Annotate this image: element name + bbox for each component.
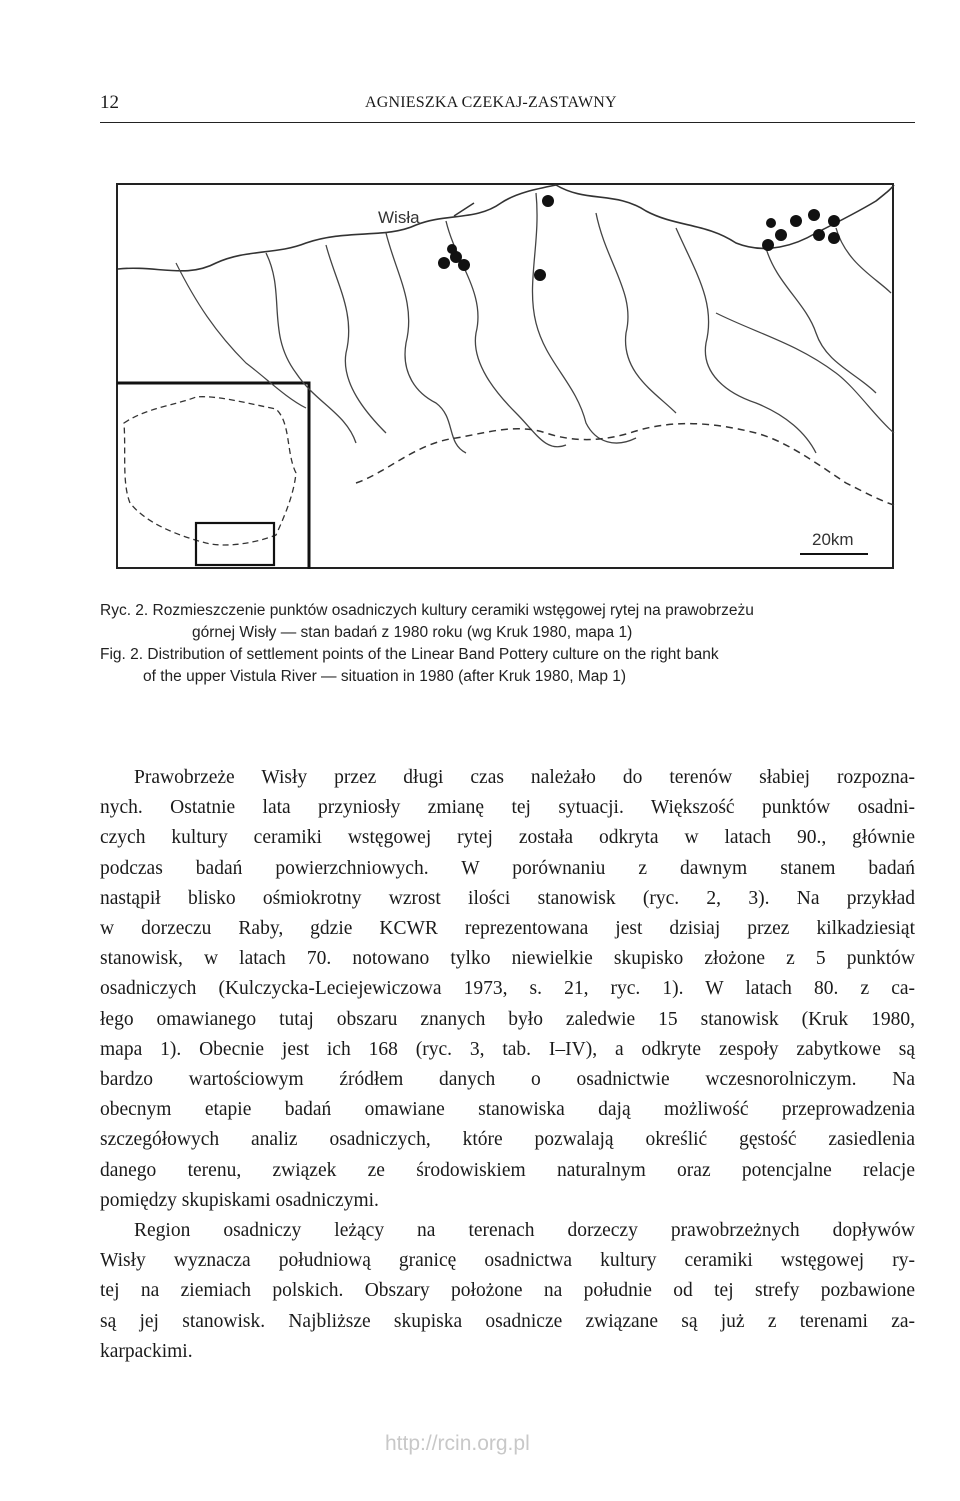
body-line: podczas badań powierzchniowych. W porównaniu z dawnym stanem badań xyxy=(100,857,915,879)
body-line: karpackimi. xyxy=(100,1340,193,1362)
running-head: AGNIESZKA CZEKAJ-ZASTAWNY xyxy=(365,94,617,111)
body-line: mapa 1). Obecnie jest ich 168 (ryc. 3, tab. I–IV), a odkryte zespoły zabytkowe są xyxy=(100,1038,915,1060)
settlement-points xyxy=(438,195,840,281)
settlement-point xyxy=(542,195,554,207)
inset-frame xyxy=(117,383,309,569)
settlement-point xyxy=(458,259,470,271)
settlement-point xyxy=(775,229,787,241)
tributary xyxy=(446,221,566,447)
settlement-point xyxy=(438,257,450,269)
vistula-river-east xyxy=(556,185,894,248)
body-line: Wisły wyznacza południową granicę osadnictwa kultury ceramiki wstęgowej ry- xyxy=(100,1250,915,1272)
body-line: nastąpił blisko ośmiokrotny wzrost ilości stanowisk (ryc. 2, 3). Na przykład xyxy=(100,887,915,909)
body-line: obecnym etapie badań omawiane stanowiska dają możliwość przeprowadzenia xyxy=(100,1099,915,1121)
settlement-map xyxy=(116,183,896,570)
settlement-point xyxy=(447,244,457,254)
scale-label: 20km xyxy=(812,530,854,549)
settlement-point xyxy=(790,215,802,227)
state-border xyxy=(356,424,894,505)
page-number: 12 xyxy=(100,92,119,113)
body-line: nych. Ostatnie lata przyniosły zmianę tej sytuacji. Większość punktów osadni- xyxy=(100,797,915,819)
settlement-point xyxy=(828,215,840,227)
tributary xyxy=(176,263,306,408)
page-header xyxy=(100,90,915,123)
settlement-point xyxy=(828,232,840,244)
body-line: pomiędzy skupiskami osadniczymi. xyxy=(100,1189,379,1211)
body-line: bardzo wartościowym źródłem danych o osadnictwie wczesnorolniczym. Na xyxy=(100,1069,915,1091)
tributary xyxy=(676,228,816,453)
settlement-point xyxy=(766,218,776,228)
tributary xyxy=(596,213,676,413)
body-line: łego omawianego tutaj obszaru znanych było zaledwie 15 stanowisk (Kruk 1980, xyxy=(100,1008,915,1030)
tributary xyxy=(532,193,636,443)
caption-pl-line1: Ryc. 2. Rozmieszczenie punktów osadniczych kultury ceramiki wstęgowej rytej na prawobrzeżu xyxy=(100,602,754,619)
body-line: stanowisk, w latach 70. notowano tylko niewielkie skupisko złożone z 5 punktów xyxy=(100,948,915,970)
body-line: są jej stanowisk. Najbliższe skupiska osadnicze związane są już z terenami za- xyxy=(100,1310,915,1332)
tributary xyxy=(386,233,466,453)
body-line: w dorzeczu Raby, gdzie KCWR reprezentowana jest dzisiaj przez kilkadziesiąt xyxy=(100,918,915,940)
tributary xyxy=(836,228,891,293)
body-text xyxy=(100,763,915,1367)
map-svg xyxy=(116,183,896,570)
tributary xyxy=(716,313,894,433)
caption-en-line2: of the upper Vistula River — situation in 1980 (after Kruk 1980, Map 1) xyxy=(143,668,627,685)
body-line: Region osadniczy leżący na terenach dorzeczy prawobrzeżnych dopływów xyxy=(134,1220,915,1242)
caption-pl-line2: górnej Wisły — stan badań z 1980 roku (wg Kruk 1980, mapa 1) xyxy=(192,624,633,641)
map-frame xyxy=(117,184,893,568)
body-line: osadniczych (Kulczycka-Leciejewiczowa 1973, s. 21, ryc. 1). W latach 80. z ca- xyxy=(100,978,915,1000)
tributary xyxy=(326,245,386,433)
tributary xyxy=(266,253,356,443)
body-line: czych kultury ceramiki wstęgowej rytej została odkryta w latach 90., głównie xyxy=(100,827,915,849)
footer-url: http://rcin.org.pl xyxy=(385,1432,530,1455)
vistula-river xyxy=(118,185,556,271)
settlement-point xyxy=(534,269,546,281)
river-label: Wisła xyxy=(378,208,420,227)
body-line: Prawobrzeże Wisły przez długi czas należało do terenów słabiej rozpozna- xyxy=(134,767,915,788)
body-line: danego terenu, związek ze środowiskiem naturalnym oraz potencjalne relacje xyxy=(100,1159,915,1181)
figure-captions xyxy=(100,600,915,688)
caption-en-line1: Fig. 2. Distribution of settlement points of the Linear Band Pottery culture on the right bank xyxy=(100,646,719,663)
tributary xyxy=(766,248,876,393)
body-line: tej na ziemiach polskich. Obszary położone na południe od tej strefy pozbawione xyxy=(100,1280,915,1302)
settlement-point xyxy=(813,229,825,241)
body-line: szczegółowych analiz osadniczych, które pozwalają określić gęstość zasiedlenia xyxy=(100,1129,915,1151)
settlement-point xyxy=(808,209,820,221)
settlement-point xyxy=(762,239,774,251)
